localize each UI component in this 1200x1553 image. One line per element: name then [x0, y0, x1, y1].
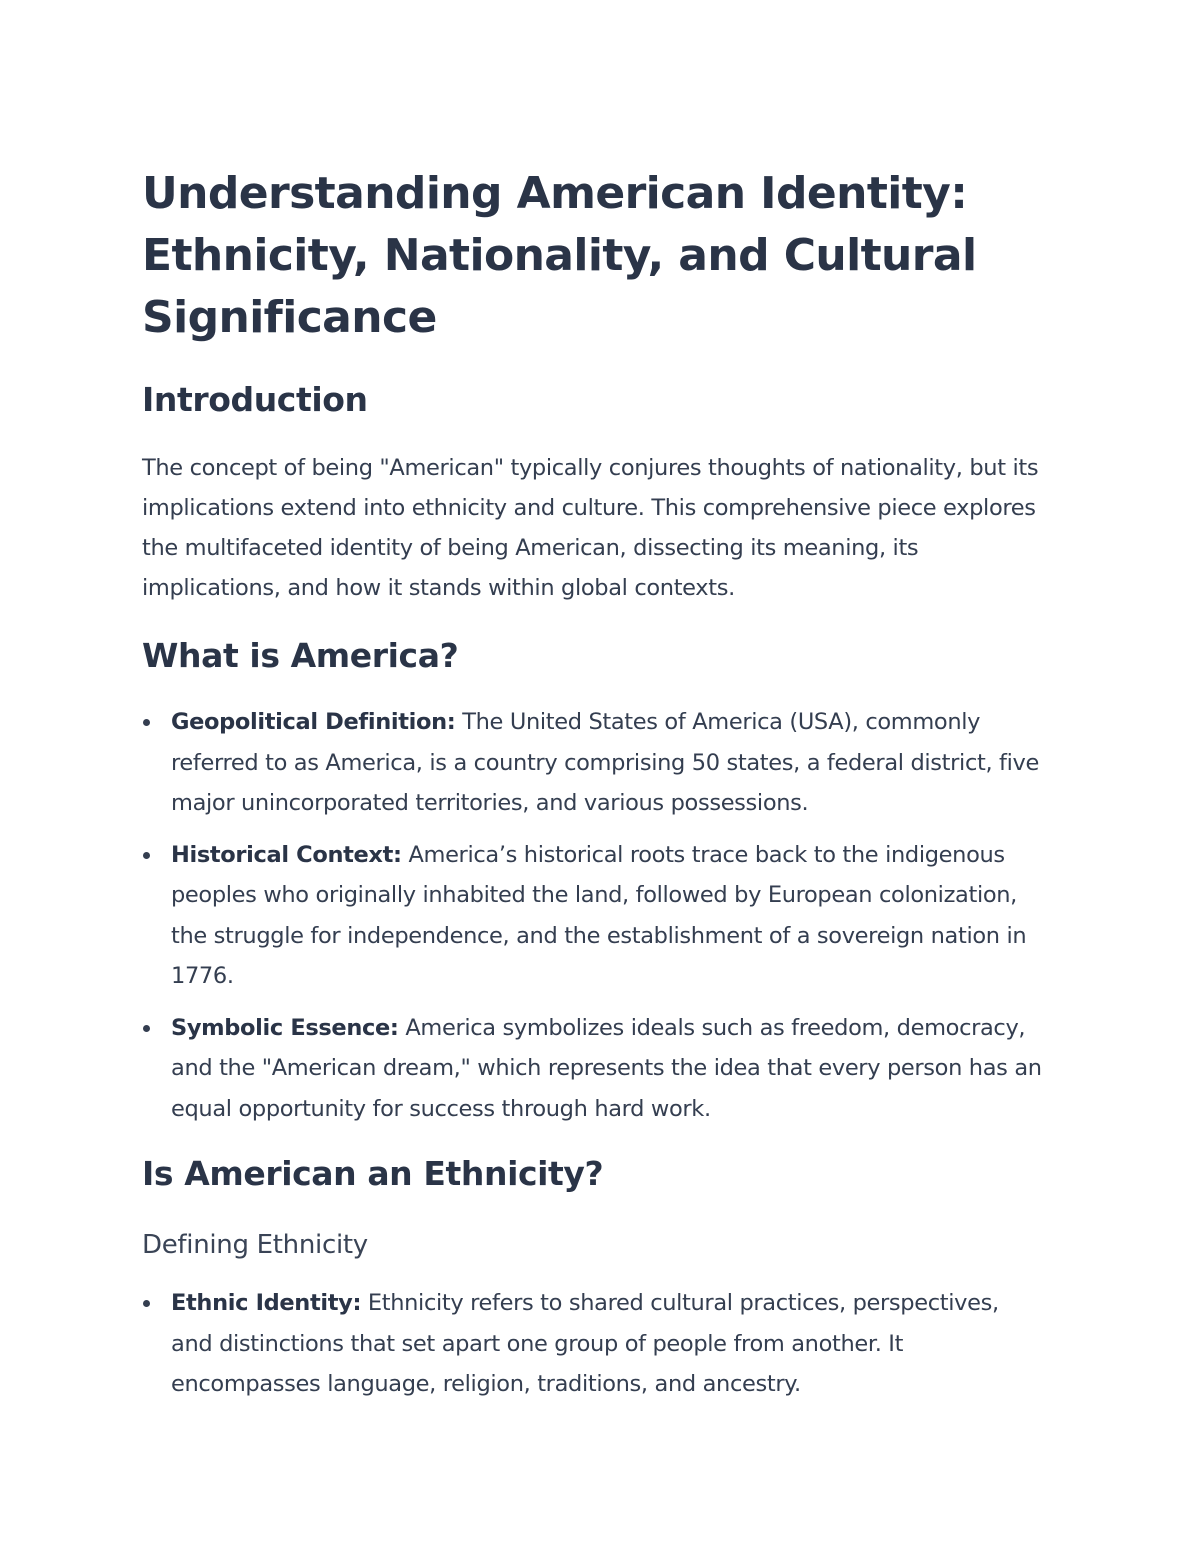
- ethnicity-heading: Is American an Ethnicity?: [142, 1154, 604, 1193]
- list-item: [142, 1283, 1042, 1405]
- bullet-icon: [143, 719, 150, 726]
- bullet-icon: [143, 1300, 150, 1307]
- list-item-text: America’s historical roots trace back to the indigenous peoples who originally inhabited the land, followed by European colonization, the struggle for independence, and the establishment of a sovereign nation in 1776.: [171, 841, 1027, 989]
- list-item-term: Historical Context:: [171, 841, 402, 868]
- document-title: Understanding American Identity: Ethnicity, Nationality, and Cultural Significance: [142, 168, 977, 343]
- list-item-text: Ethnicity refers to shared cultural practices, perspectives, and distinctions that set apart one group of people from another. It encompasses language, religion, traditions, and ancestry.: [171, 1290, 999, 1397]
- ethnicity-list: [142, 1283, 1042, 1405]
- list-item: [142, 835, 1042, 997]
- introduction-heading: Introduction: [142, 380, 368, 419]
- what-is-america-heading: What is America?: [142, 636, 459, 675]
- list-item-text: The United States of America (USA), commonly referred to as America, is a country comprising 50 states, a federal district, five major unincorporated territories, and various possessions.: [171, 709, 1039, 816]
- list-item-text: America symbolizes ideals such as freedom, democracy, and the "American dream," which represents the idea that every person has an equal opportunity for success through hard work.: [171, 1014, 1042, 1122]
- what-is-america-list: [142, 702, 1042, 1129]
- list-item-term: Ethnic Identity:: [171, 1290, 362, 1316]
- bullet-icon: [143, 1025, 150, 1032]
- list-item: [142, 702, 1042, 824]
- list-item-term: Geopolitical Definition:: [171, 709, 456, 735]
- list-item: [142, 1008, 1042, 1130]
- defining-ethnicity-subheading: Defining Ethnicity: [142, 1230, 368, 1260]
- bullet-icon: [143, 852, 150, 859]
- list-item-term: Symbolic Essence:: [171, 1014, 399, 1041]
- introduction-paragraph: The concept of being "American" typically conjures thoughts of nationality, but its implications extend into ethnicity and culture. This comprehensive piece explores the multifaceted identity of being American, dissecting its meaning, its implications, and how it stands within global contexts.: [142, 455, 1039, 601]
